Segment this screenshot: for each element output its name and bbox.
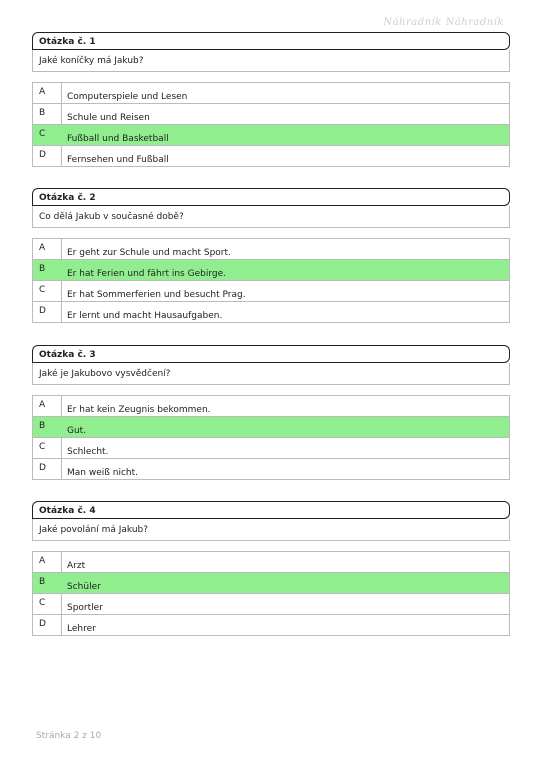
answer-letter: A [33,552,62,572]
answer-text: Fernsehen und Fußball [67,155,169,165]
answer-letter: C [33,281,62,301]
answer-text: Schule und Reisen [67,113,150,123]
answer-text: Schlecht. [67,447,109,457]
answer-letter: A [33,396,62,416]
question-block-4 [32,501,510,636]
answer-letter: B [33,417,62,437]
answer-text: Man weiß nicht. [67,468,139,478]
answer-option-b[interactable] [33,103,509,124]
answer-option-d[interactable] [33,301,509,322]
answer-text: Er geht zur Schule und macht Sport. [67,248,231,258]
question-block-1 [32,32,510,167]
answer-text: Schüler [67,582,101,592]
watermark: Náhradník Náhradník [383,17,504,28]
question-text: Co dělá Jakub v současné době? [32,206,510,228]
answer-letter: A [33,239,62,259]
answer-letter: D [33,146,62,166]
answer-text: Computerspiele und Lesen [67,92,188,102]
answer-option-d[interactable] [33,614,509,635]
answer-list [32,395,510,480]
page-number: Stránka 2 z 10 [36,731,102,741]
answer-text: Er lernt und macht Hausaufgaben. [67,311,223,321]
answer-letter: A [33,83,62,103]
question-title: Otázka č. 2 [32,188,510,206]
answer-option-b[interactable] [33,572,509,593]
question-text: Jaké koníčky má Jakub? [32,50,510,72]
answer-option-a[interactable] [33,396,509,416]
answer-letter: C [33,125,62,145]
question-text: Jaké povolání má Jakub? [32,519,510,541]
answer-letter: D [33,615,62,635]
answer-letter: B [33,573,62,593]
answer-option-a[interactable] [33,83,509,103]
answer-text: Lehrer [67,624,96,634]
answer-option-b[interactable] [33,416,509,437]
question-title: Otázka č. 4 [32,501,510,519]
answer-list [32,82,510,167]
answer-list [32,238,510,323]
answer-text: Er hat Sommerferien und besucht Prag. [67,290,246,300]
answer-text: Sportler [67,603,103,613]
answer-option-c[interactable] [33,280,509,301]
answer-letter: C [33,438,62,458]
answer-letter: D [33,459,62,479]
answer-option-c[interactable] [33,593,509,614]
answer-letter: D [33,302,62,322]
answer-text: Er hat Ferien und fährt ins Gebirge. [67,269,226,279]
question-text: Jaké je Jakubovo vysvědčení? [32,363,510,385]
answer-option-c[interactable] [33,124,509,145]
answer-letter: B [33,104,62,124]
question-title: Otázka č. 3 [32,345,510,363]
answer-text: Fußball und Basketball [67,134,169,144]
answer-text: Gut. [67,426,87,436]
answer-option-d[interactable] [33,458,509,479]
answer-option-c[interactable] [33,437,509,458]
answer-text: Arzt [67,561,86,571]
answer-text: Er hat kein Zeugnis bekommen. [67,405,211,415]
question-block-2 [32,188,510,323]
answer-list [32,551,510,636]
question-block-3 [32,345,510,480]
answer-option-a[interactable] [33,552,509,572]
answer-option-d[interactable] [33,145,509,166]
question-title: Otázka č. 1 [32,32,510,50]
answer-letter: C [33,594,62,614]
answer-option-b[interactable] [33,259,509,280]
answer-letter: B [33,260,62,280]
answer-option-a[interactable] [33,239,509,259]
